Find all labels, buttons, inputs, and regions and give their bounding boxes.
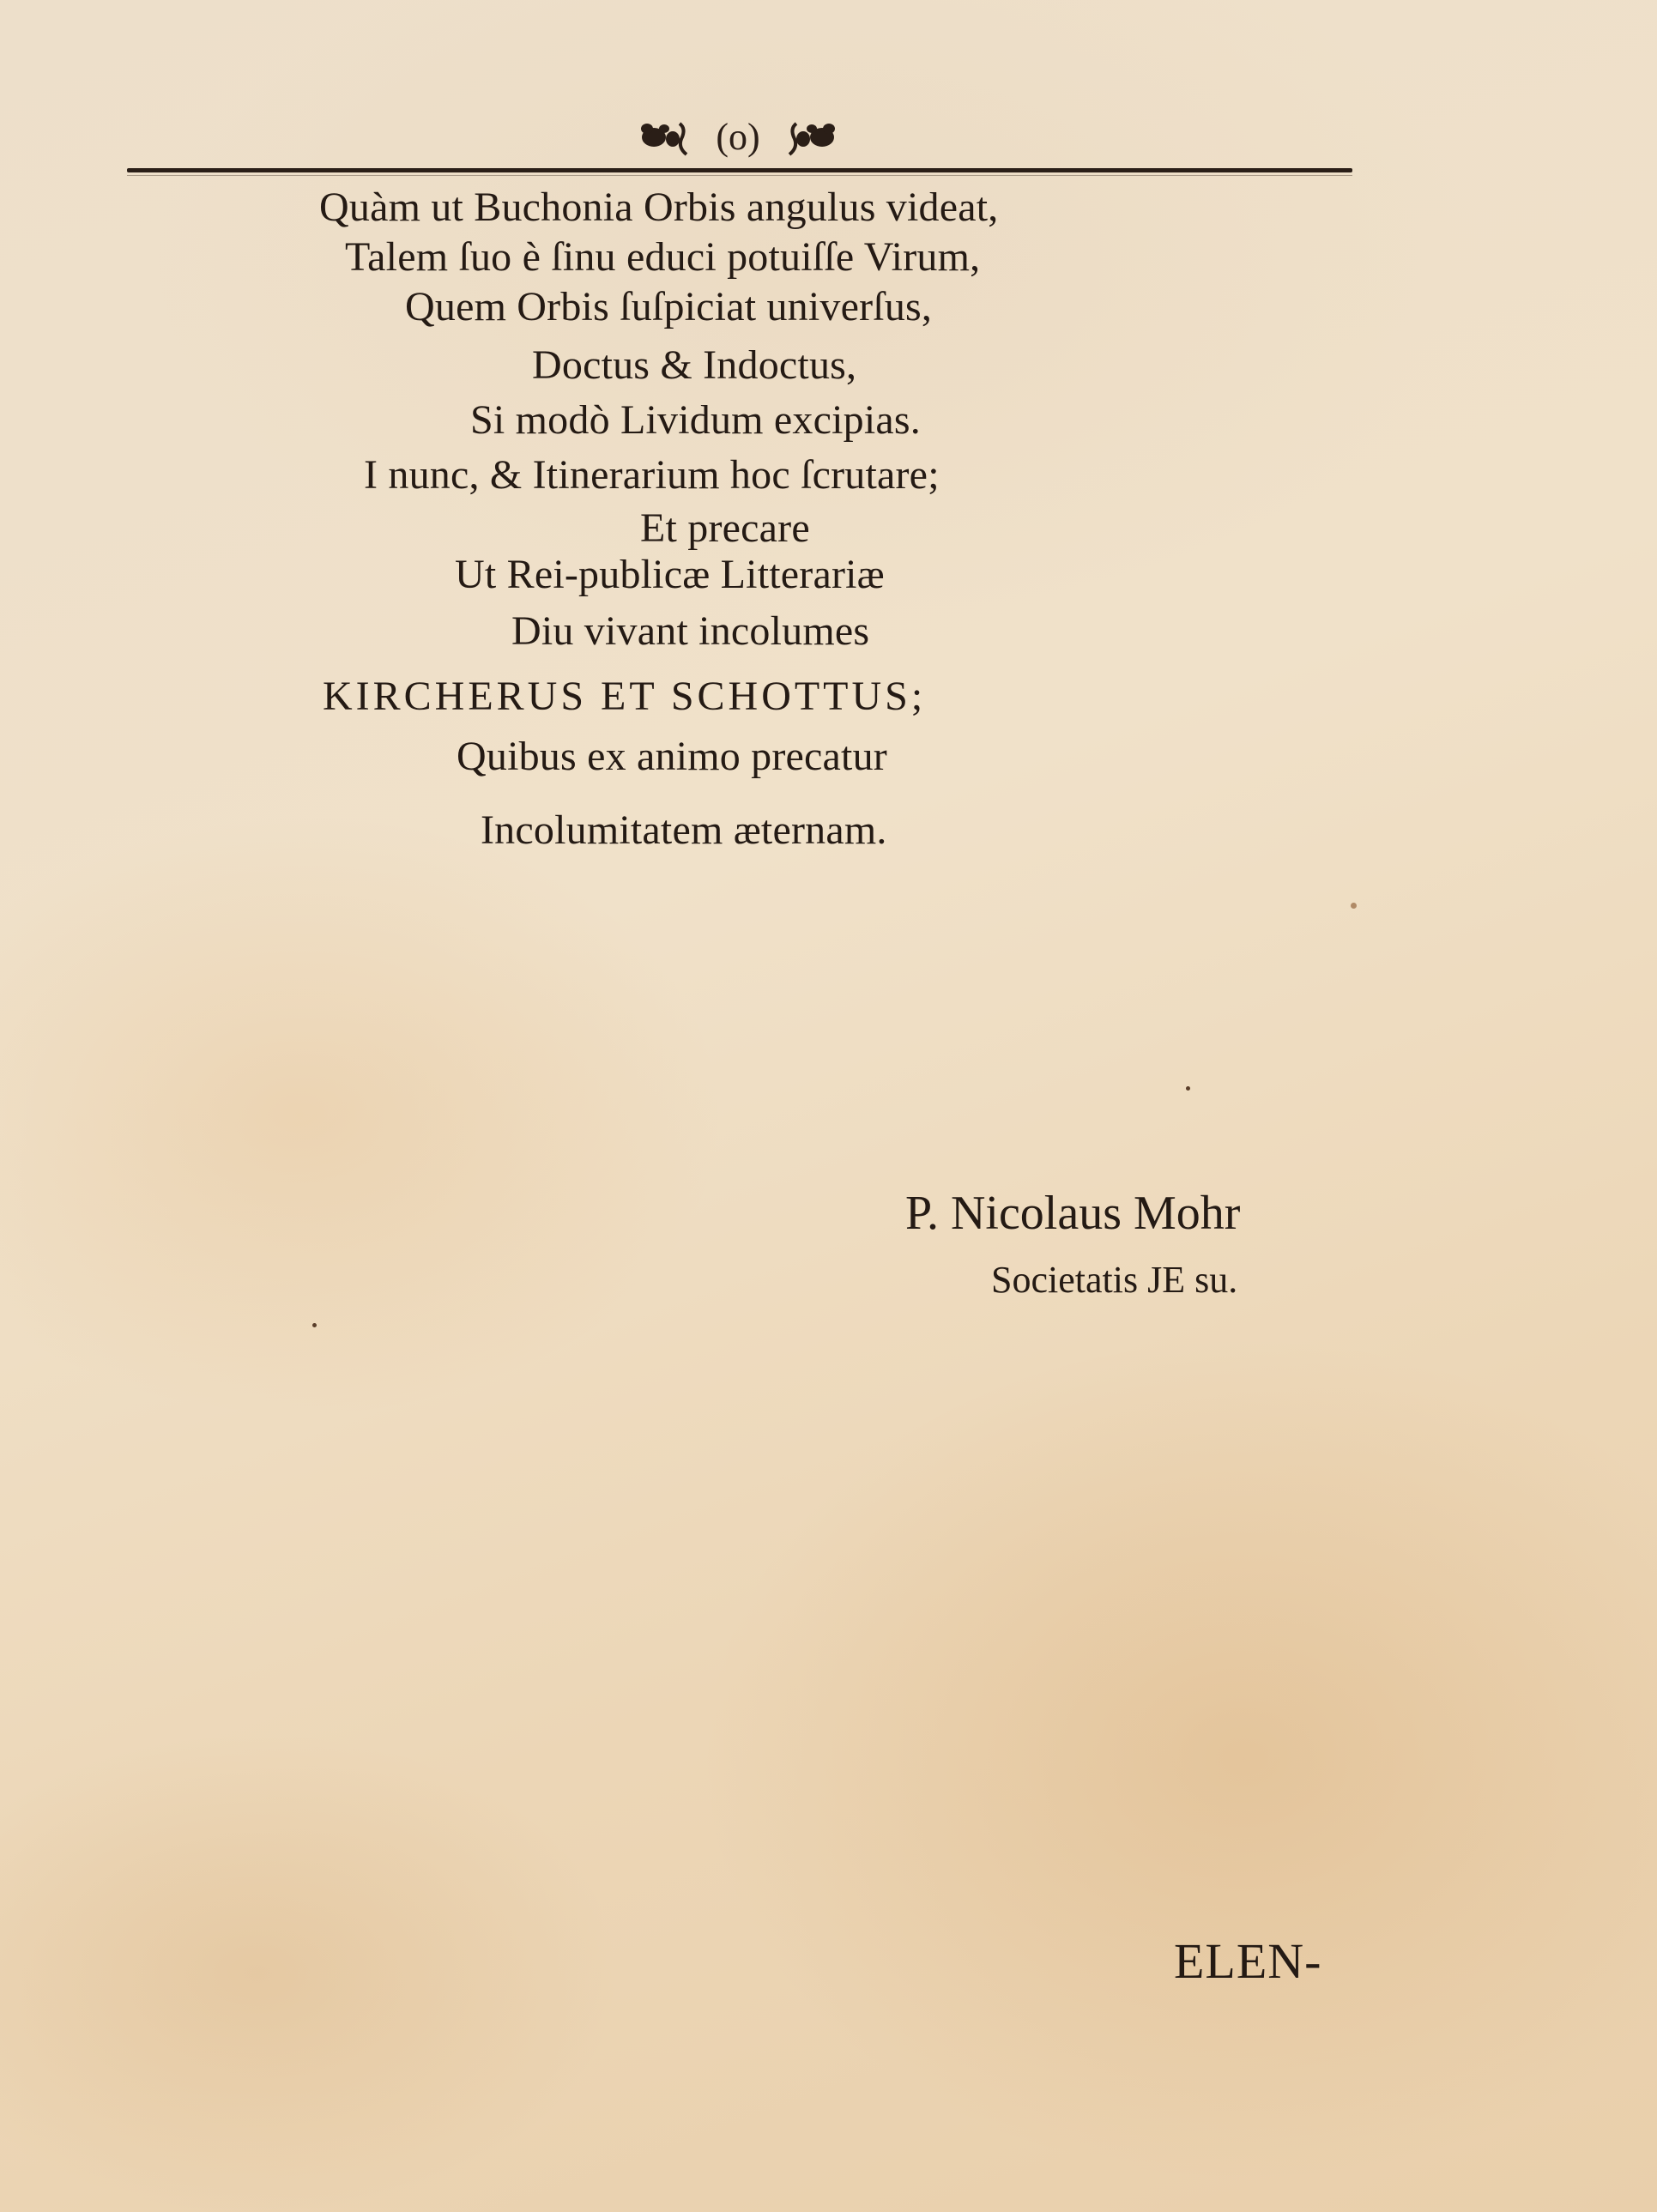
signature-name: P. Nicolaus Mohr bbox=[905, 1187, 1241, 1240]
poem-line-8: Ut Rei-publicæ Litterariæ bbox=[455, 552, 885, 597]
poem-line-2: Talem ſuo è ſinu educi potuiſſe Virum, bbox=[345, 234, 981, 280]
poem-line-3: Quem Orbis ſuſpiciat univerſus, bbox=[405, 284, 933, 329]
head-rule bbox=[127, 168, 1352, 172]
head-ornament bbox=[635, 110, 841, 161]
poem-line-9: Diu vivant incolumes bbox=[511, 608, 870, 654]
poem-line-5: Si modò Lividum excipias. bbox=[470, 397, 921, 443]
poem-line-4: Doctus & Indoctus, bbox=[532, 342, 857, 388]
paper-speck bbox=[1186, 1086, 1190, 1091]
head-rule-shadow bbox=[127, 175, 1352, 176]
poem-line-12: Incolumitatem æternam. bbox=[481, 807, 887, 853]
signature-society: Societatis JE su. bbox=[991, 1259, 1238, 1301]
paper-speck bbox=[1351, 903, 1357, 909]
poem-line-6: I nunc, & Itinerarium hoc ſcrutare; bbox=[364, 452, 940, 498]
paper-speck bbox=[312, 1323, 317, 1327]
poem-line-11: Quibus ex animo precatur bbox=[457, 734, 887, 779]
poem-line-10: KIRCHERUS ET SCHOTTUS; bbox=[323, 674, 927, 719]
poem-line-1: Quàm ut Buchonia Orbis angulus videat, bbox=[319, 184, 999, 230]
ornament-text: (o) bbox=[716, 116, 760, 158]
catchword: ELEN- bbox=[1174, 1933, 1322, 1989]
poem-line-7: Et precare bbox=[640, 505, 810, 551]
